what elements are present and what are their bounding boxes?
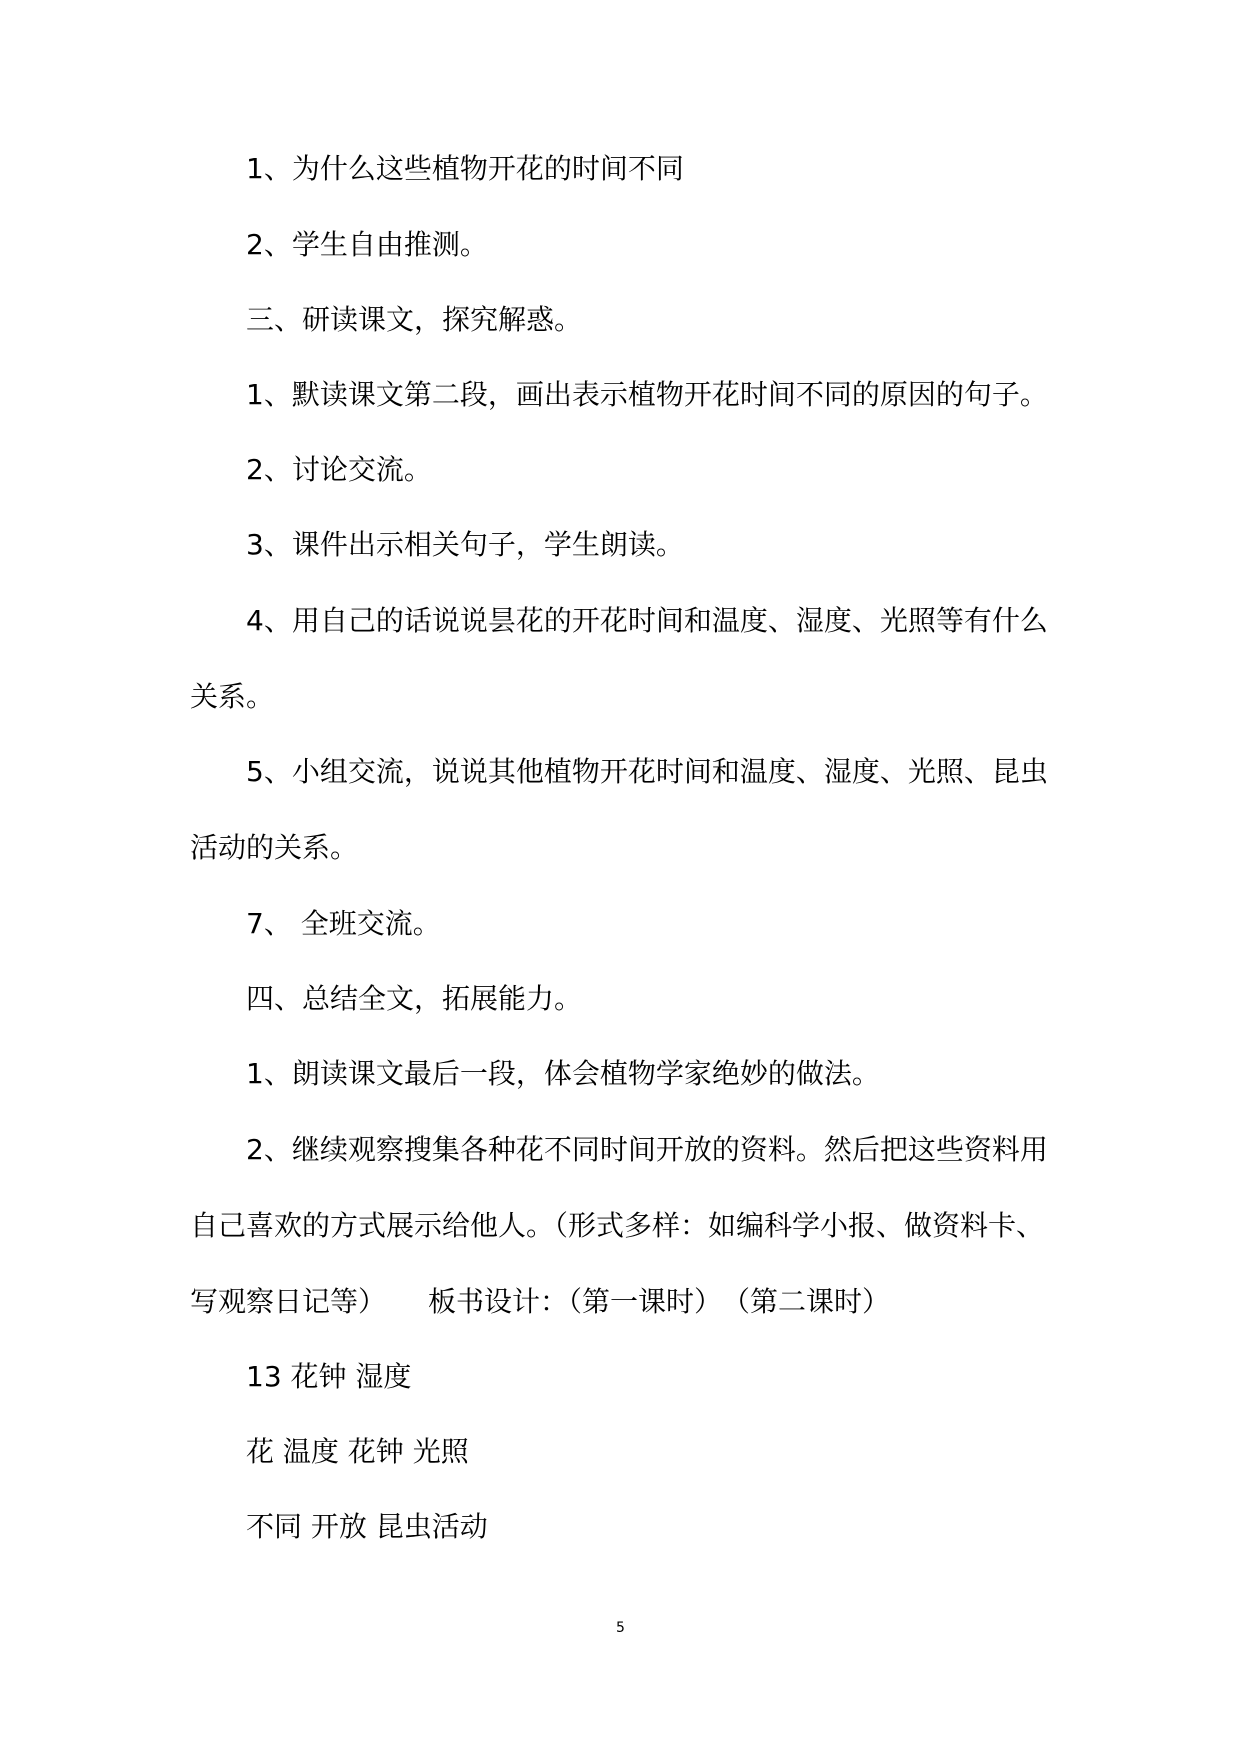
paragraph-9: 7、 全班交流。 bbox=[246, 907, 441, 940]
paragraph-4: 1、默读课文第二段，画出表示植物开花时间不同的原因的句子。 bbox=[246, 378, 1048, 411]
paragraph-10: 1、朗读课文最后一段，体会植物学家绝妙的做法。 bbox=[246, 1057, 880, 1090]
board-line-3: 不同 开放 昆虫活动 bbox=[246, 1510, 488, 1543]
paragraph-11: 2、继续观察搜集各种花不同时间开放的资料。然后把这些资料用自己喜欢的方式展示给他人。（形式多样：如编科学小报、做资料卡、写观察日记等） 板书设计：（第一课时） （第二课时） bbox=[190, 1133, 1048, 1318]
board-line-2: 花 温度 花钟 光照 bbox=[246, 1435, 469, 1468]
paragraph-8: 5、小组交流，说说其他植物开花时间和温度、湿度、光照、昆虫活动的关系。 bbox=[190, 755, 1048, 864]
paragraph-5: 2、讨论交流。 bbox=[246, 453, 432, 486]
section-heading-3: 三、研读课文，探究解惑。 bbox=[246, 303, 583, 336]
page-number: 5 bbox=[616, 1620, 625, 1636]
section-heading-4: 四、总结全文，拓展能力。 bbox=[246, 982, 583, 1015]
board-line-1: 13 花钟 湿度 bbox=[246, 1360, 412, 1393]
paragraph-6: 3、课件出示相关句子，学生朗读。 bbox=[246, 528, 684, 561]
paragraph-1: 1、为什么这些植物开花的时间不同 bbox=[246, 152, 684, 185]
paragraph-7: 4、用自己的话说说昙花的开花时间和温度、湿度、光照等有什么关系。 bbox=[190, 604, 1048, 713]
paragraph-2: 2、学生自由推测。 bbox=[246, 228, 488, 261]
